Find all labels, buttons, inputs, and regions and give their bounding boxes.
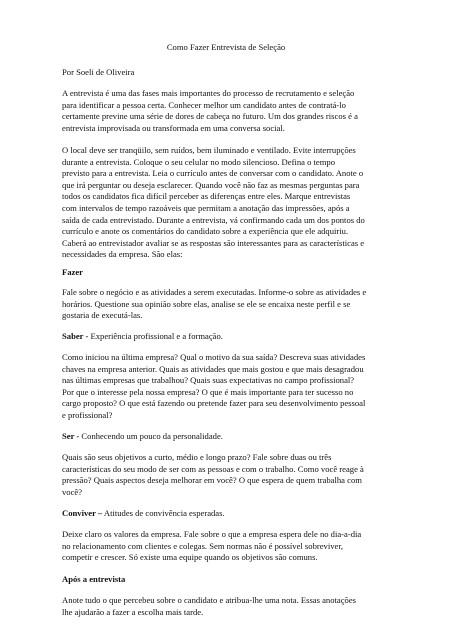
paragraph-intro: [62, 88, 394, 134]
section-heading-saber: [62, 331, 223, 342]
text-line: Fale sobre o negócio e as atividades a serem executadas. Informe-o sobre as atividades e: [62, 287, 367, 297]
text-line: pressão? Quais aspectos deseja melhorar em você? O que espera de quem trabalha com: [62, 475, 362, 486]
paragraph-saber: [62, 352, 394, 422]
heading-rest-part: Atitudes de convivência esperadas.: [102, 508, 225, 518]
text-line: todos os candidatos fica difícil perceber as diferenças entre eles. Marque entrevistas: [62, 191, 351, 202]
section-heading-fazer: Fazer: [62, 267, 83, 277]
text-line: Como iniciou na última empresa? Qual o motivo da sua saída? Descreva suas atividades: [62, 352, 366, 362]
section-heading-conviver: [62, 508, 225, 519]
heading-bold-part: Conviver –: [62, 508, 103, 518]
text-line: características do seu modo de ser com as pessoas e com o trabalho. Como você reage à: [62, 463, 364, 474]
paragraph-conviver: [62, 529, 394, 564]
text-line: Anote tudo o que percebeu sobre o candidato e atribua-lhe uma nota. Essas anotações: [62, 595, 356, 605]
text-line: gostaria de executá-las.: [62, 310, 143, 321]
text-line: você?: [62, 486, 83, 497]
text-line: previsto para a entrevista. Leia o currículo antes de conversar com o candidato. Anote o: [62, 168, 364, 179]
text-line: Caberá ao entrevistador avaliar se as respostas são interessantes para as características e: [62, 237, 365, 248]
text-line: lhe ajudarão a fazer a escolha mais tarde.: [62, 606, 204, 617]
heading-rest-part: Experiência profissional e a formação.: [88, 331, 223, 341]
document-title: Como Fazer Entrevista de Seleção: [166, 42, 286, 52]
text-line: e profissional?: [62, 409, 113, 420]
heading-bold-part: Ser -: [62, 431, 80, 441]
paragraph-fazer: [62, 287, 394, 322]
text-line: Por que o interesse pela nossa empresa? O que é mais importante para ter sucesso no: [62, 386, 354, 397]
text-line: nas últimas empresas que trabalhou? Quais suas expectativas no campo profissional?: [62, 375, 355, 386]
text-line: O local deve ser tranqüilo, sem ruídos, bem iluminado e ventilado. Evite interrupções: [62, 145, 356, 155]
paragraph-apos: [62, 595, 394, 618]
text-line: durante a entrevista. Coloque o seu celular no modo silencioso. Defina o tempo: [62, 156, 336, 167]
text-line: cargo proposto? O que está fazendo ou pretende fazer para seu desenvolvimento pessoal: [62, 398, 366, 409]
section-heading-ser: [62, 431, 223, 442]
text-line: necessidades da empresa. São elas:: [62, 249, 183, 260]
section-heading-apos: Após a entrevista: [62, 574, 126, 584]
text-line: Quais são seus objetivos a curto, médio e longo prazo? Fale sobre duas ou três: [62, 452, 332, 462]
text-line: que irá perguntar ou deseja esclarecer. Quando você não faz as mesmas perguntas para: [62, 179, 360, 190]
text-line: com intervalos de tempo razoáveis que permitam a anotação das impressões, após a: [62, 202, 350, 213]
text-line: competir e crescer. Só existe uma equipe quando os objetivos são comuns.: [62, 552, 318, 563]
text-line: A entrevista é uma das fases mais importantes do processo de recrutamento e seleção: [62, 88, 355, 98]
text-line: chaves na empresa anterior. Quais as atividades que mais gostou e que mais desagradou: [62, 363, 364, 374]
heading-bold-part: Saber -: [62, 331, 89, 341]
text-line: Deixe claro os valores da empresa. Fale sobre o que a empresa espera dele no dia-a-dia: [62, 529, 362, 539]
text-line: para identificar a pessoa certa. Conhecer melhor um candidato antes de contratá-lo: [62, 99, 346, 110]
text-line: saída de cada entrevistado. Durante a entrevista, vá confirmando cada um dos pontos do: [62, 214, 365, 225]
paragraph-environment: [62, 145, 394, 261]
text-line: currículo e anote os comentários do candidato sobre a experiência que ele adquiriu.: [62, 226, 349, 237]
text-line: no relacionamento com clientes e colegas. Sem normas não é possível sobreviver,: [62, 540, 344, 551]
heading-rest-part: Conhecendo um pouco da personalidade.: [79, 431, 223, 441]
paragraph-ser: [62, 452, 394, 498]
text-line: horários. Questione sua opinião sobre elas, analise se ele se encaixa neste perfil e se: [62, 298, 351, 309]
author-line: Por Soeli de Oliveira: [62, 67, 135, 77]
text-line: entrevista improvisada ou transformada em uma conversa social.: [62, 122, 285, 133]
text-line: certamente previne uma série de dores de cabeça no futuro. Um dos grandes riscos é a: [62, 111, 358, 122]
